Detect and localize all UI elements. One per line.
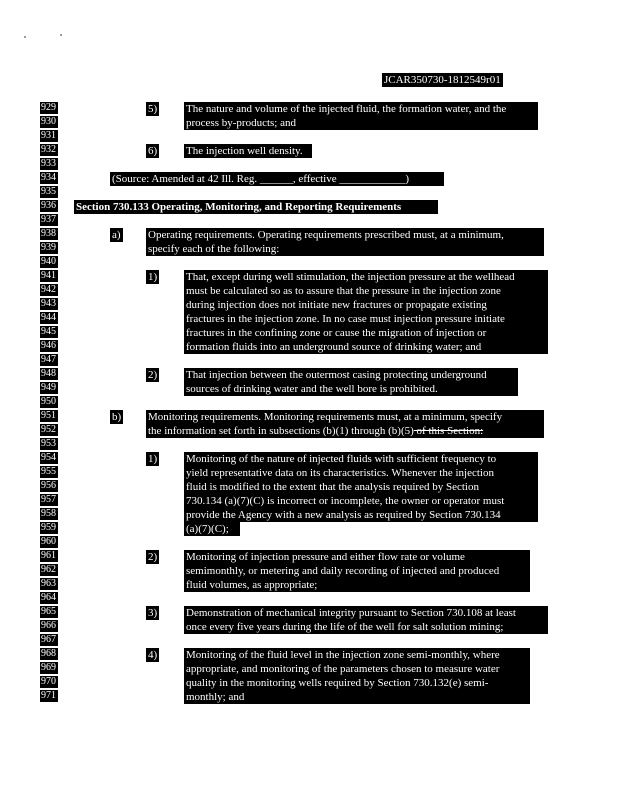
scan-specks (22, 34, 82, 40)
item-text-line: The injection well density. (184, 144, 312, 158)
line-number: 964 (41, 592, 56, 603)
line-number: 943 (41, 298, 56, 309)
item-text-line: formation fluids into an underground source of drinking water; and (184, 340, 548, 354)
line-number: 929 (41, 102, 56, 113)
line-number: 936 (41, 200, 56, 211)
item-text-line: semimonthly, or metering and daily recording of injected and produced (184, 564, 530, 578)
line-number: 951 (41, 410, 56, 421)
item-text-line (146, 424, 544, 438)
speck (60, 34, 62, 36)
item-text-line: once every five years during the life of the well for salt solution mining; (184, 620, 548, 634)
line-number: 944 (41, 312, 56, 323)
item-text-line: 730.134 (a)(7)(C) is incorrect or incomplete, the owner or operator must (184, 494, 538, 508)
item-text-line: fluid volumes, as appropriate; (184, 578, 530, 592)
item-text-line: Operating requirements. Operating requirements prescribed must, at a minimum, (146, 228, 544, 242)
line-number: 950 (41, 396, 56, 407)
line-number: 959 (41, 522, 56, 533)
item-text-line: That injection between the outermost casing protecting underground (184, 368, 518, 382)
line-number: 933 (41, 158, 56, 169)
item-text-line: specify each of the following: (146, 242, 544, 256)
line-number: 969 (41, 662, 56, 673)
line-number: 938 (41, 228, 56, 239)
speck (24, 36, 26, 38)
line-number: 948 (41, 368, 56, 379)
line-number: 961 (41, 550, 56, 561)
line-number: 965 (41, 606, 56, 617)
line-number: 945 (41, 326, 56, 337)
item-text-line: monthly; and (184, 690, 530, 704)
item-text-line: sources of drinking water and the well bore is prohibited. (184, 382, 518, 396)
section-title: Section 730.133 Operating, Monitoring, and Reporting Requirements (74, 200, 438, 214)
line-number: 947 (41, 354, 56, 365)
line-number: 960 (41, 536, 56, 547)
item-marker: 1) (148, 453, 158, 465)
item-text-line: The nature and volume of the injected fluid, the formation water, and the (184, 102, 538, 116)
item-marker: 2) (148, 551, 158, 563)
item-text-line: yield representative data on its characteristics. Whenever the injection (184, 466, 538, 480)
line-number: 962 (41, 564, 56, 575)
item-text-line: during injection does not initiate new fractures or propagate existing (184, 298, 548, 312)
line-number: 932 (41, 144, 56, 155)
item-marker: b) (112, 411, 122, 423)
item-text-line: process by-products; and (184, 116, 538, 130)
line-number: 956 (41, 480, 56, 491)
source-note: (Source: Amended at 42 Ill. Reg. ______, effective ____________) (110, 172, 444, 186)
item-text-line: Monitoring of the fluid level in the injection zone semi-monthly, where (184, 648, 530, 662)
line-number: 970 (41, 676, 56, 687)
item-marker: 2) (148, 369, 158, 381)
document-id: JCAR350730-1812549r01 (384, 74, 501, 86)
item-text-line: fluid is modified to the extent that the analysis required by Section (184, 480, 538, 494)
line-number: 940 (41, 256, 56, 267)
item-marker: a) (112, 229, 121, 241)
line-number: 966 (41, 620, 56, 631)
item-text: the information set forth in subsections (b)(1) through (b)(5) (148, 425, 414, 437)
line-number: 967 (41, 634, 56, 645)
item-marker: 1) (148, 271, 158, 283)
item-text-line: Monitoring of injection pressure and either flow rate or volume (184, 550, 530, 564)
line-number: 937 (41, 214, 56, 225)
item-text-line: provide the Agency with a new analysis as required by Section 730.134 (184, 508, 538, 522)
item-marker: 4) (148, 649, 158, 661)
line-number: 949 (41, 382, 56, 393)
line-number: 946 (41, 340, 56, 351)
line-number: 968 (41, 648, 56, 659)
item-text-line: fractures in the injection zone. In no case must injection pressure initiate (184, 312, 548, 326)
line-number: 931 (41, 130, 56, 141)
line-number: 954 (41, 452, 56, 463)
line-number: 939 (41, 242, 56, 253)
item-text-line: Demonstration of mechanical integrity pursuant to Section 730.108 at least (184, 606, 548, 620)
line-number: 935 (41, 186, 56, 197)
item-text-line: Monitoring of the nature of injected fluids with sufficient frequency to (184, 452, 538, 466)
item-marker: 3) (148, 607, 158, 619)
item-text-line: That, except during well stimulation, the injection pressure at the wellhead (184, 270, 548, 284)
item-text-line: fractures in the confining zone or cause the migration of injection or (184, 326, 548, 340)
item-text-line: appropriate, and monitoring of the parameters chosen to measure water (184, 662, 530, 676)
struck-text: of this Section: (413, 425, 484, 437)
item-text-line: Monitoring requirements. Monitoring requirements must, at a minimum, specify (146, 410, 544, 424)
line-number: 934 (41, 172, 56, 183)
item-text-line: quality in the monitoring wells required by Section 730.132(e) semi- (184, 676, 530, 690)
line-number: 971 (41, 690, 56, 701)
line-number: 957 (41, 494, 56, 505)
line-number: 953 (41, 438, 56, 449)
line-number: 958 (41, 508, 56, 519)
item-marker: 5) (148, 103, 158, 115)
line-number: 941 (41, 270, 56, 281)
line-number: 942 (41, 284, 56, 295)
item-text-line: (a)(7)(C); (184, 522, 240, 536)
line-number: 963 (41, 578, 56, 589)
line-number: 952 (41, 424, 56, 435)
line-number: 955 (41, 466, 56, 477)
item-marker: 6) (148, 145, 158, 157)
line-number: 930 (41, 116, 56, 127)
item-text-line: must be calculated so as to assure that the pressure in the injection zone (184, 284, 548, 298)
